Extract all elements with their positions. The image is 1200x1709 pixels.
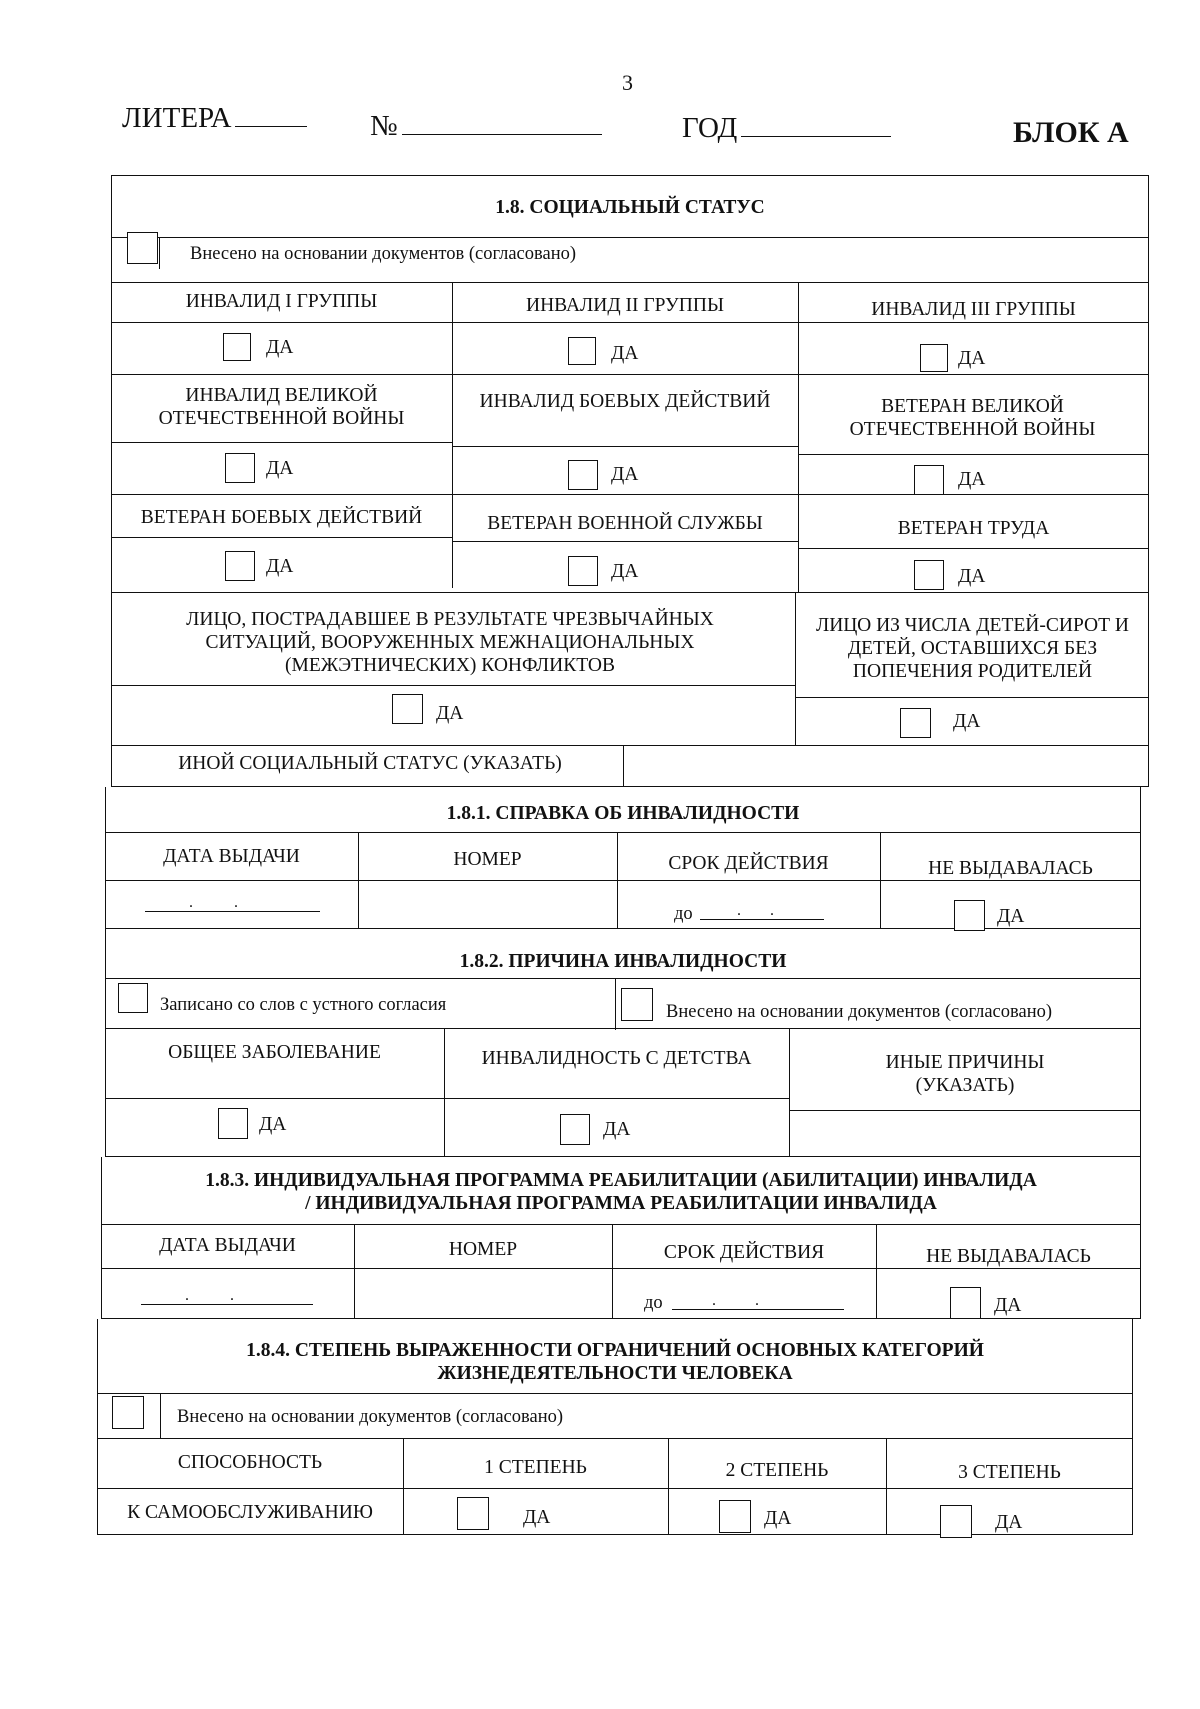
date-separator: . [712, 1292, 716, 1309]
yes-label: ДА [603, 1119, 631, 1140]
not-issued-header: НЕ ВЫДАВАЛАСЬ [928, 858, 1093, 879]
not-issued-checkbox[interactable] [954, 900, 985, 931]
col-divider [886, 1438, 887, 1535]
litera-field [122, 100, 307, 135]
disability-group-1-checkbox[interactable] [223, 333, 251, 361]
disability-group-2-label: ИНВАЛИД II ГРУППЫ [526, 295, 724, 316]
general-disease-label: ОБЩЕЕ ЗАБОЛЕВАНИЕ [168, 1042, 381, 1063]
basis-checkbox[interactable] [621, 988, 653, 1021]
row-divider [101, 1224, 1141, 1225]
self-care-degree-3-checkbox[interactable] [940, 1505, 972, 1538]
oral-consent-label: Записано со слов с устного согласия [160, 995, 447, 1015]
date-issued-header: ДАТА ВЫДАЧИ [159, 1235, 296, 1256]
disability-group-2-checkbox[interactable] [568, 337, 596, 365]
limitations-title-line2: ЖИЗНЕДЕЯТЕЛЬНОСТИ ЧЕЛОВЕКА [437, 1363, 793, 1384]
other-status-label: ИНОЙ СОЦИАЛЬНЫЙ СТАТУС (УКАЗАТЬ) [178, 753, 562, 774]
number-field [370, 108, 602, 143]
ww2-invalid-checkbox[interactable] [225, 453, 255, 483]
orphan-label: ЛИЦО ИЗ ЧИСЛА ДЕТЕЙ-СИРОТ И ДЕТЕЙ, ОСТАВШИХСЯ БЕЗ ПОПЕЧЕНИЯ РОДИТЕЛЕЙ [815, 615, 1129, 682]
number-header: НОМЕР [453, 849, 522, 870]
litera-input-line[interactable] [235, 100, 307, 127]
col-divider [623, 745, 624, 787]
ww2-veteran-checkbox[interactable] [914, 465, 944, 495]
row-divider [111, 237, 1149, 238]
other-status-input[interactable] [626, 748, 1146, 784]
col-divider [789, 1028, 790, 1157]
col-divider [159, 237, 160, 269]
yes-label: ДА [266, 337, 294, 358]
date-issued-input[interactable] [145, 894, 320, 912]
since-childhood-checkbox[interactable] [560, 1114, 590, 1145]
date-issued-header: ДАТА ВЫДАЧИ [163, 846, 300, 867]
cause-title: 1.8.2. ПРИЧИНА ИНВАЛИДНОСТИ [459, 951, 787, 972]
since-childhood-label: ИНВАЛИДНОСТЬ С ДЕТСТВА [481, 1048, 752, 1069]
general-disease-checkbox[interactable] [218, 1108, 248, 1139]
row-divider [789, 1110, 1141, 1111]
row-divider [97, 1438, 1133, 1439]
row-divider [111, 592, 1149, 593]
row-divider [97, 1393, 1133, 1394]
military-veteran-label: ВЕТЕРАН ВОЕННОЙ СЛУЖБЫ [487, 513, 763, 534]
yes-label: ДА [611, 464, 639, 485]
basis-checkbox[interactable] [127, 232, 158, 264]
other-causes-input[interactable] [792, 1113, 1138, 1155]
military-veteran-checkbox[interactable] [568, 556, 598, 586]
row-divider [97, 1488, 1133, 1489]
combat-veteran-checkbox[interactable] [225, 551, 255, 581]
row-divider [105, 832, 1141, 833]
yes-label: ДА [611, 561, 639, 582]
row-divider [111, 537, 452, 538]
yes-label: ДА [266, 458, 294, 479]
yes-label: ДА [953, 711, 981, 732]
col-divider [160, 1393, 161, 1438]
row-divider [101, 1268, 1141, 1269]
number-input[interactable] [357, 1271, 609, 1316]
row-divider [452, 541, 798, 542]
validity-input[interactable] [700, 902, 824, 920]
litera-label: ЛИТЕРА [122, 102, 232, 134]
date-separator: . [737, 902, 741, 919]
row-divider [111, 442, 452, 443]
row-divider [105, 978, 1141, 979]
row-divider [111, 374, 1149, 375]
date-line [141, 1304, 313, 1305]
basis-label: Внесено на основании документов (согласовано) [177, 1407, 564, 1427]
date-separator: . [234, 894, 238, 911]
orphan-checkbox[interactable] [900, 708, 931, 738]
col-divider [795, 592, 796, 745]
degree-1-header: 1 СТЕПЕНЬ [484, 1457, 587, 1478]
yes-label: ДА [436, 703, 464, 724]
yes-label: ДА [958, 348, 986, 369]
ww2-veteran-label: ВЕТЕРАН ВЕЛИКОЙ ОТЕЧЕСТВЕННОЙ ВОЙНЫ [849, 396, 1096, 440]
number-label: № [370, 110, 398, 142]
basis-checkbox[interactable] [112, 1396, 144, 1429]
date-separator: . [230, 1287, 234, 1304]
disability-group-3-checkbox[interactable] [920, 344, 948, 372]
labor-veteran-label: ВЕТЕРАН ТРУДА [897, 518, 1050, 539]
year-field [682, 110, 891, 145]
section-title: 1.8. СОЦИАЛЬНЫЙ СТАТУС [495, 197, 765, 218]
combat-invalid-label: ИНВАЛИД БОЕВЫХ ДЕЙСТВИЙ [479, 391, 771, 412]
row-divider [111, 494, 1149, 495]
program-title-line1: 1.8.3. ИНДИВИДУАЛЬНАЯ ПРОГРАММА РЕАБИЛИТАЦИИ (АБИЛИТАЦИИ) ИНВАЛИДА [205, 1170, 1037, 1191]
row-divider [111, 685, 795, 686]
col-divider [668, 1438, 669, 1535]
yes-label: ДА [764, 1508, 792, 1529]
page-number: 3 [622, 70, 633, 95]
date-separator: . [770, 902, 774, 919]
date-line [145, 911, 320, 912]
year-label: ГОД [682, 112, 738, 144]
row-divider [111, 745, 1149, 746]
number-input[interactable] [361, 883, 614, 927]
col-divider [612, 1224, 613, 1319]
yes-label: ДА [994, 1295, 1022, 1316]
yes-label: ДА [259, 1114, 287, 1135]
row-divider [798, 548, 1149, 549]
disability-group-1-label: ИНВАЛИД I ГРУППЫ [185, 291, 378, 312]
self-care-label: К САМООБСЛУЖИВАНИЮ [127, 1502, 373, 1523]
block-label: БЛОК А [1013, 116, 1129, 149]
self-care-degree-1-checkbox[interactable] [457, 1497, 489, 1530]
validity-header: СРОК ДЕЙСТВИЯ [668, 853, 829, 874]
yes-label: ДА [523, 1507, 551, 1528]
date-issued-input[interactable] [141, 1287, 313, 1305]
certificate-title: 1.8.1. СПРАВКА ОБ ИНВАЛИДНОСТИ [446, 803, 800, 824]
not-issued-checkbox[interactable] [950, 1287, 981, 1319]
ability-header: СПОСОБНОСТЬ [177, 1452, 323, 1473]
basis-label: Внесено на основании документов (согласовано) [666, 1002, 1053, 1022]
program-title-line2: / ИНДИВИДУАЛЬНАЯ ПРОГРАММА РЕАБИЛИТАЦИИ ИНВАЛИДА [305, 1193, 937, 1214]
number-input-line[interactable] [402, 108, 602, 135]
basis-label: Внесено на основании документов (согласовано) [190, 244, 577, 264]
col-divider [615, 978, 616, 1030]
row-divider [795, 697, 1149, 698]
until-label: до [644, 1293, 663, 1313]
date-separator: . [189, 894, 193, 911]
row-divider [105, 1028, 1141, 1029]
row-divider [798, 454, 1149, 455]
date-separator: . [185, 1287, 189, 1304]
yes-label: ДА [266, 556, 294, 577]
date-separator: . [755, 1292, 759, 1309]
yes-label: ДА [611, 343, 639, 364]
year-input-line[interactable] [741, 110, 891, 137]
yes-label: ДА [958, 469, 986, 490]
row-divider [105, 1098, 789, 1099]
yes-label: ДА [997, 906, 1025, 927]
self-care-degree-2-checkbox[interactable] [719, 1500, 751, 1533]
row-divider [452, 446, 798, 447]
row-divider [111, 282, 1149, 283]
degree-3-header: 3 СТЕПЕНЬ [958, 1462, 1061, 1483]
row-divider [105, 880, 1141, 881]
emergency-victim-label: ЛИЦО, ПОСТРАДАВШЕЕ В РЕЗУЛЬТАТЕ ЧРЕЗВЫЧАЙНЫХ СИТУАЦИЙ, ВООРУЖЕННЫХ МЕЖНАЦИОНАЛЬНЫХ (МЕЖЭТНИЧЕСКИХ) КОНФЛИКТОВ [186, 609, 714, 676]
limitations-title-line1: 1.8.4. СТЕПЕНЬ ВЫРАЖЕННОСТИ ОГРАНИЧЕНИЙ ОСНОВНЫХ КАТЕГОРИЙ [246, 1340, 984, 1361]
date-line [700, 919, 824, 920]
row-divider [111, 322, 1149, 323]
yes-label: ДА [995, 1512, 1023, 1533]
col-divider [403, 1438, 404, 1535]
emergency-victim-checkbox[interactable] [392, 694, 423, 724]
number-header: НОМЕР [448, 1239, 518, 1260]
until-label: до [674, 904, 693, 924]
oral-consent-checkbox[interactable] [118, 983, 148, 1013]
disability-group-3-label: ИНВАЛИД III ГРУППЫ [871, 299, 1076, 320]
col-divider [876, 1224, 877, 1319]
validity-input[interactable] [672, 1292, 844, 1310]
validity-header: СРОК ДЕЙСТВИЯ [663, 1242, 825, 1263]
not-issued-header: НЕ ВЫДАВАЛАСЬ [926, 1246, 1091, 1267]
combat-veteran-label: ВЕТЕРАН БОЕВЫХ ДЕЙСТВИЙ [140, 507, 423, 528]
degree-2-header: 2 СТЕПЕНЬ [725, 1460, 829, 1481]
labor-veteran-checkbox[interactable] [914, 560, 944, 590]
yes-label: ДА [958, 566, 986, 587]
combat-invalid-checkbox[interactable] [568, 460, 598, 490]
ww2-invalid-label: ИНВАЛИД ВЕЛИКОЙ ОТЕЧЕСТВЕННОЙ ВОЙНЫ [158, 385, 405, 429]
other-causes-label: ИНЫЕ ПРИЧИНЫ (УКАЗАТЬ) [885, 1052, 1045, 1096]
